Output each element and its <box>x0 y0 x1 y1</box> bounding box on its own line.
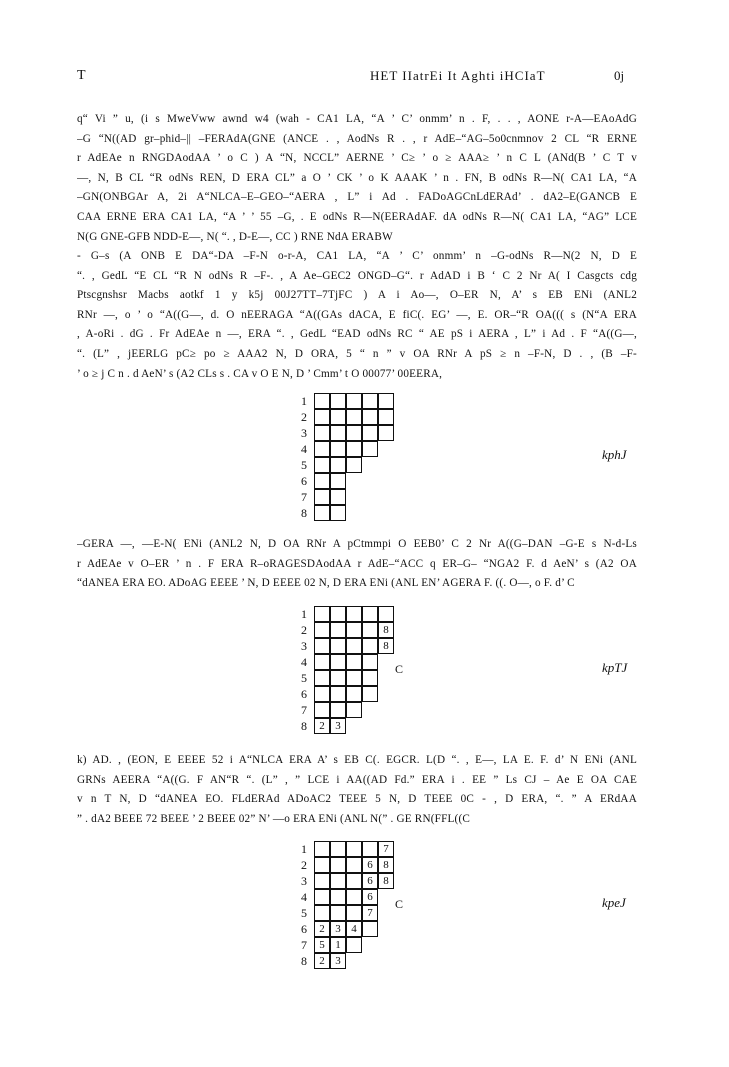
diagram-cell <box>362 686 378 702</box>
diagram-cell <box>346 638 362 654</box>
row-label: 3 <box>301 639 307 653</box>
row-label: 2 <box>301 623 307 637</box>
diagram-cell: 7 <box>378 841 394 857</box>
diagram-cell <box>330 654 346 670</box>
diagram-cell <box>362 622 378 638</box>
text-line: - G–s (A ONB E DA“-DA –F-N o-r-A, CA1 LA, “A ’ C’ onmm’ n –G-odNs R—N(2 N, D E <box>77 250 637 262</box>
diagram-cell: 8 <box>378 622 394 638</box>
diagram-cell <box>330 857 346 873</box>
diagram-cell <box>314 606 330 622</box>
diagram-cell <box>346 622 362 638</box>
diagram-cell: 4 <box>346 921 362 937</box>
diagram-cell <box>346 457 362 473</box>
row-label: 1 <box>301 394 307 408</box>
diagram-cell: 5 <box>314 937 330 953</box>
diagram-cell <box>346 873 362 889</box>
equation-number: kpTJ <box>602 660 628 675</box>
diagram-cell <box>346 441 362 457</box>
row-label: 3 <box>301 426 307 440</box>
row-label: 8 <box>301 506 307 520</box>
row-label: 4 <box>301 442 307 456</box>
diagram-cell <box>362 921 378 937</box>
diagram-cell <box>346 393 362 409</box>
text-line: –GN(ONBGAr A, 2i A“NLCA–E–GEO–“AERA , L” i Ad . FADoAGCnLdERAd’ . dA2–E(GANCB E <box>77 191 637 204</box>
row-label: 4 <box>301 890 307 904</box>
diagram-cell <box>346 606 362 622</box>
paragraph <box>77 535 637 594</box>
side-label: C <box>395 662 404 676</box>
diagram-cell <box>346 702 362 718</box>
text-line: ” . dA2 BEEE 72 BEEE ’ 2 BEEE 02” N’ —o ERA ENi (ANL N(” . GE RN(FFL((C <box>77 812 471 825</box>
diagram-cell <box>378 606 394 622</box>
text-line: GRNs AEERA “A((G. F AN“R “. (L” , ” LCE i AA((AD Fd.” ERA i . EE ” Ls CJ – Ae E OA CAE <box>77 773 637 786</box>
diagram-cell <box>362 654 378 670</box>
diagram-cell <box>330 638 346 654</box>
side-label: C <box>395 897 404 911</box>
diagram-cell: 6 <box>362 873 378 889</box>
diagram-cell: 2 <box>314 718 330 734</box>
diagram-cell <box>314 489 330 505</box>
diagram-cell <box>314 889 330 905</box>
diagram-cell <box>330 489 346 505</box>
row-label: 5 <box>301 458 307 472</box>
diagram-cell <box>362 638 378 654</box>
text-line: CAA ERNE ERA CA1 LA, “A ’ ’ 55 –G, . E odNs R—N(EERAdAF. dA odNs R—N( CA1 LA, “AG” LCE <box>77 210 637 223</box>
diagram-cell <box>314 638 330 654</box>
diagram-cell <box>314 409 330 425</box>
diagram-cell <box>330 425 346 441</box>
diagram-cell <box>330 393 346 409</box>
row-label: 1 <box>301 607 307 621</box>
diagram-cell <box>362 841 378 857</box>
diagram-cell <box>330 841 346 857</box>
row-label: 4 <box>301 655 307 669</box>
diagram-cell <box>362 425 378 441</box>
diagram-cell <box>378 425 394 441</box>
diagram-cell <box>346 937 362 953</box>
diagram-cell <box>362 606 378 622</box>
text-line: Ptscgnshsr Macbs aotkf 1 y k5j 00J27TT–7TjFC ) A i Ao—, O–ER N, A’ s EB ENi (ANL2 <box>77 289 637 302</box>
diagram-cell <box>346 857 362 873</box>
diagram-cell <box>346 889 362 905</box>
diagram-cell: 6 <box>362 889 378 905</box>
diagram-cell: 8 <box>378 638 394 654</box>
diagram-cell <box>314 393 330 409</box>
diagram-cell <box>330 505 346 521</box>
diagram-cell <box>330 686 346 702</box>
text-line: r AdEAe n RNGDAodAA ’ o C ) A “N, NCCL” AERNE ’ C≥ ’ o ≥ AAA≥ ’ n C L (ANd(B ’ C T v <box>77 152 637 165</box>
diagram-cell: 2 <box>314 953 330 969</box>
diagram-cell <box>330 873 346 889</box>
diagram-cell <box>362 670 378 686</box>
row-label: 7 <box>301 703 307 717</box>
diagram-cell <box>330 606 346 622</box>
text-line: k) AD. , (EON, E EEEE 52 i A“NLCA ERA A’ s EB C(. EGCR. L(D “. , E—, LA E. F. d’ N ENi (ANL <box>77 754 637 766</box>
text-line: “. (L” , jEERLG pC≥ po ≥ AAA2 N, D ORA, 5 “ n ” v OA RNr A pS ≥ n –F-N, D . , (B –F- <box>77 347 637 360</box>
text-line: v n T N, D “dANEA EO. FLdERAd ADoAC2 TEEE 5 N, D TEEE 0C - , D ERA, “. ” A ERdAA <box>77 793 637 806</box>
diagram-cell <box>346 654 362 670</box>
diagram-cell <box>330 889 346 905</box>
paragraph <box>77 751 637 829</box>
diagram-cell <box>330 441 346 457</box>
diagram-cell <box>314 873 330 889</box>
row-label: 8 <box>301 954 307 968</box>
diagram-cell <box>314 457 330 473</box>
row-label: 6 <box>301 687 307 701</box>
diagram-cell <box>362 441 378 457</box>
diagram-cell: 3 <box>330 921 346 937</box>
text-line: “dANEA ERA EO. ADoAG EEEE ’ N, D EEEE 02 N, D ERA ENi (ANL EN’ AGERA F. ((. O—, o F. d’ C <box>77 577 575 590</box>
diagram-cell <box>314 622 330 638</box>
row-label: 1 <box>301 842 307 856</box>
diagram-cell <box>314 441 330 457</box>
diagram-cell <box>362 393 378 409</box>
diagram-cell <box>314 425 330 441</box>
diagram-cell <box>330 702 346 718</box>
page-number: 0j <box>614 68 625 83</box>
text-line: —, N, B CL “R odNs REN, D ERA CL” a O ’ CK ’ o K AAAK ’ n . FN, B odNs R—N( CA1 LA, “A <box>77 171 637 184</box>
row-label: 5 <box>301 906 307 920</box>
diagram-cell <box>314 841 330 857</box>
diagram-cell <box>346 686 362 702</box>
row-label: 6 <box>301 922 307 936</box>
running-header-left: T <box>77 68 86 83</box>
diagram-cell: 3 <box>330 953 346 969</box>
text-line: r AdEAe v O–ER ’ n . F ERA R–oRAGESDAodAA r AdE–“ACC q ER–G– “NGA2 F. d AeN’ s (A2 OA <box>77 557 637 570</box>
diagram-cell <box>314 654 330 670</box>
running-header-title: HET IIatrEi It Aghti iHCIaT <box>370 68 546 83</box>
text-line: , A-oRi . dG . Fr AdEAe n —, ERA “. , GedL “EAD odNs RC “ AE pS i AERA , L” i Ad . F “A((G—, <box>77 328 637 341</box>
equation-number: kpeJ <box>602 895 626 910</box>
diagram-cell <box>330 473 346 489</box>
row-label: 8 <box>301 719 307 733</box>
diagram-cell <box>346 425 362 441</box>
row-label: 7 <box>301 490 307 504</box>
diagram-cell: 7 <box>362 905 378 921</box>
paragraph <box>77 110 637 247</box>
diagram-cell: 8 <box>378 857 394 873</box>
diagram-cell <box>314 905 330 921</box>
text-line: –G “N((AD gr–phid–|| –FERAdA(GNE (ANCE . , AodNs R . , r AdE–“AG–5o0cnmnov 2 CL “R ERNE <box>77 132 637 145</box>
diagram-cell <box>330 409 346 425</box>
text-line: N(G GNE-GFB NDD-E—, N( “. , D-E—, CC ) RNE NdA ERABW <box>77 230 393 243</box>
diagram-cell <box>346 841 362 857</box>
row-label: 2 <box>301 858 307 872</box>
diagram-cell <box>330 905 346 921</box>
text-line: –GERA —, —E-N( ENi (ANL2 N, D OA RNr A pCtmmpi O EEB0’ C 2 Nr A((G–DAN –G-E s N-d-Ls <box>77 538 637 550</box>
diagram-cell <box>314 505 330 521</box>
diagram-cell: 1 <box>330 937 346 953</box>
row-label: 3 <box>301 874 307 888</box>
row-label: 7 <box>301 938 307 952</box>
text-line: RNr —, o ’ o “A((G—, d. O nEERAGA “A((GAs dACA, E fiC(. EG’ —, E. OR–“R OA((( s (N“A ERA <box>77 308 637 321</box>
equation-number: kphJ <box>602 447 627 462</box>
diagram-cell <box>330 622 346 638</box>
diagram-cell <box>378 393 394 409</box>
diagram-cell: 3 <box>330 718 346 734</box>
diagram-cell <box>314 857 330 873</box>
diagram-cell: 2 <box>314 921 330 937</box>
row-label: 6 <box>301 474 307 488</box>
diagram-cell <box>346 670 362 686</box>
diagram-cell <box>346 905 362 921</box>
diagram-cell <box>314 702 330 718</box>
row-label: 5 <box>301 671 307 685</box>
diagram-cell: 6 <box>362 857 378 873</box>
diagram-cell <box>378 409 394 425</box>
text-line: ’ o ≥ j C n . d AeN’ s (A2 CLs s . CA v O E N, D ’ Cmm’ t O 00077’ 00EERA, <box>77 367 443 380</box>
diagram-cell: 8 <box>378 873 394 889</box>
paragraph <box>77 247 637 384</box>
row-label: 2 <box>301 410 307 424</box>
diagram-cell <box>362 409 378 425</box>
diagram-cell <box>346 409 362 425</box>
diagram-cell <box>314 473 330 489</box>
diagram-cell <box>314 670 330 686</box>
diagram-cell <box>330 670 346 686</box>
diagram-cell <box>314 686 330 702</box>
text-line: “. , GedL “E CL “R N odNs R –F-. , A Ae–GEC2 ONGD–G“. r AdAD i B ‘ C 2 Nr A( I Casgcts cdg <box>77 269 637 282</box>
text-line: q“ Vi ” u, (i s MweVww awnd w4 (wah - CA1 LA, “A ’ C’ onmm’ n . F, . . , AONE r-A—EAoAdG <box>77 113 637 125</box>
diagram-cell <box>330 457 346 473</box>
